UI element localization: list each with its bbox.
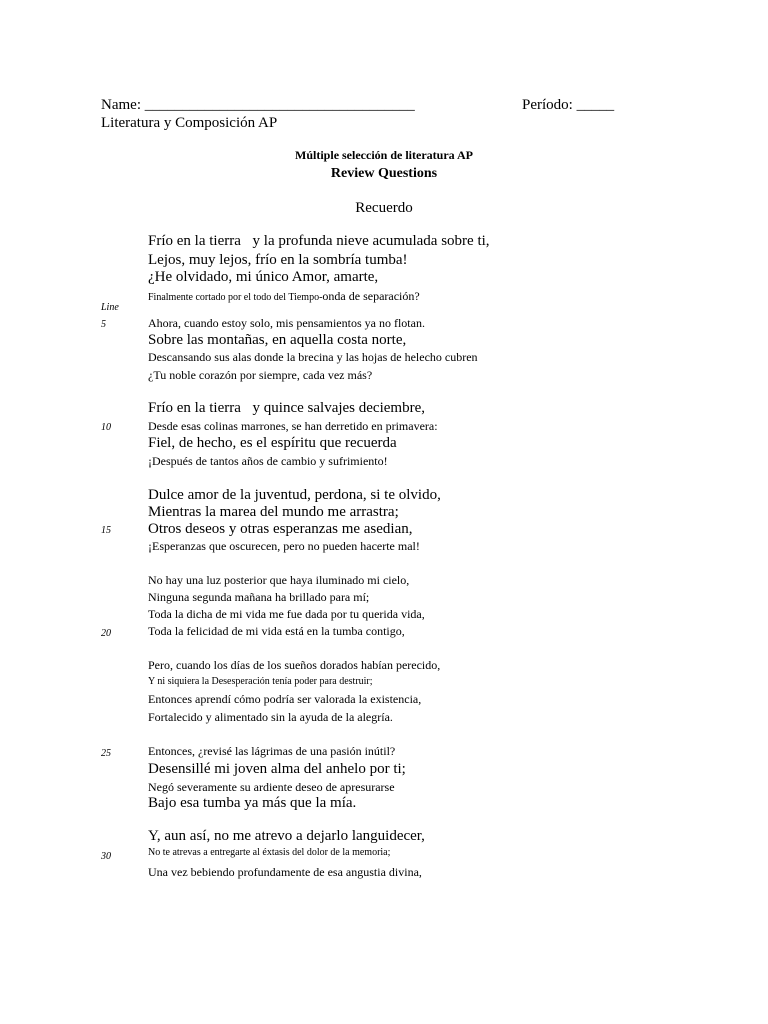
poem-line: Bajo esa tumba ya más que la mía.	[148, 795, 357, 811]
poem-line: Toda la felicidad de mi vida está en la tumba contigo,	[148, 624, 405, 638]
poem-line: Ahora, cuando estoy solo, mis pensamientos ya no flotan.	[148, 316, 425, 330]
poem-line: Fortalecido y alimentado sin la ayuda de la alegría.	[148, 710, 393, 724]
subtitle: Review Questions	[330, 166, 438, 181]
poem-line: Y, aun así, no me atrevo a dejarlo languidecer,	[148, 828, 425, 844]
poem-line: Desensillé mi joven alma del anhelo por ti;	[148, 761, 406, 777]
poem-line: Entonces, ¿revisé las lágrimas de una pasión inútil?	[148, 744, 396, 758]
poem-line: Entonces aprendí cómo podría ser valorada la existencia,	[148, 692, 422, 706]
poem-line: Sobre las montañas, en aquella costa norte,	[148, 332, 407, 348]
poem-line: No hay una luz posterior que haya iluminado mi cielo,	[148, 573, 410, 587]
poem-line: ¿He olvidado, mi único Amor, amarte,	[148, 269, 379, 285]
poem-line: Frío en la tierra y quince salvajes deciembre,	[148, 400, 418, 416]
poem-line: Negó severamente su ardiente deseo de apresurarse	[148, 780, 395, 794]
periodo-field: Período: _____	[522, 97, 615, 113]
poem-title: Recuerdo	[355, 200, 413, 216]
poem-line: Dulce amor de la juventud, perdona, si te olvido,	[148, 487, 441, 503]
line-number-5: 5	[101, 319, 106, 330]
line-number-25: 25	[101, 748, 111, 759]
course-title: Literatura y Composición AP	[101, 115, 278, 131]
poem-line: ¡Después de tantos años de cambio y sufrimiento!	[148, 454, 388, 468]
line-number-30: 30	[101, 851, 111, 862]
poem-line: Fiel, de hecho, es el espíritu que recuerda	[148, 435, 397, 451]
poem-line: Lejos, muy lejos, frío en la sombría tumba!	[148, 252, 408, 268]
line-number-15: 15	[101, 525, 111, 536]
name-field: Name: ____________________________________	[101, 97, 415, 113]
poem-line: Pero, cuando los días de los sueños dorados habían perecido,	[148, 658, 441, 672]
poem-line: ¡Esperanzas que oscurecen, pero no pueden hacerte mal!	[148, 539, 420, 553]
poem-line: Frío en la tierra y la profunda nieve acumulada sobre ti,	[148, 233, 482, 249]
main-title: Múltiple selección de literatura AP	[295, 148, 473, 162]
poem-line: ¿Tu noble corazón por siempre, cada vez más?	[148, 368, 373, 382]
poem-line: Descansando sus alas donde la brecina y las hojas de helecho cubren	[148, 350, 478, 364]
poem-line	[148, 287, 420, 305]
poem-line-part: Finalmente cortado por el todo del Tiempo-	[148, 292, 323, 303]
line-number-10: 10	[101, 422, 111, 433]
poem-line: No te atrevas a entregarte al éxtasis del dolor de la memoria;	[148, 847, 391, 858]
poem-line: Toda la dicha de mi vida me fue dada por tu querida vida,	[148, 607, 425, 621]
poem-line: Otros deseos y otras esperanzas me asedian,	[148, 521, 413, 537]
poem-line-part: onda de separación?	[322, 289, 420, 303]
poem-line: Mientras la marea del mundo me arrastra;	[148, 504, 399, 520]
poem-line: Y ni siquiera la Desesperación tenía poder para destruir;	[148, 676, 373, 687]
line-label: Line	[101, 302, 119, 313]
poem-line: Ninguna segunda mañana ha brillado para mí;	[148, 590, 370, 604]
poem-line: Una vez bebiendo profundamente de esa angustia divina,	[148, 865, 422, 879]
poem-line: Desde esas colinas marrones, se han derretido en primavera:	[148, 419, 438, 433]
line-number-20: 20	[101, 628, 111, 639]
